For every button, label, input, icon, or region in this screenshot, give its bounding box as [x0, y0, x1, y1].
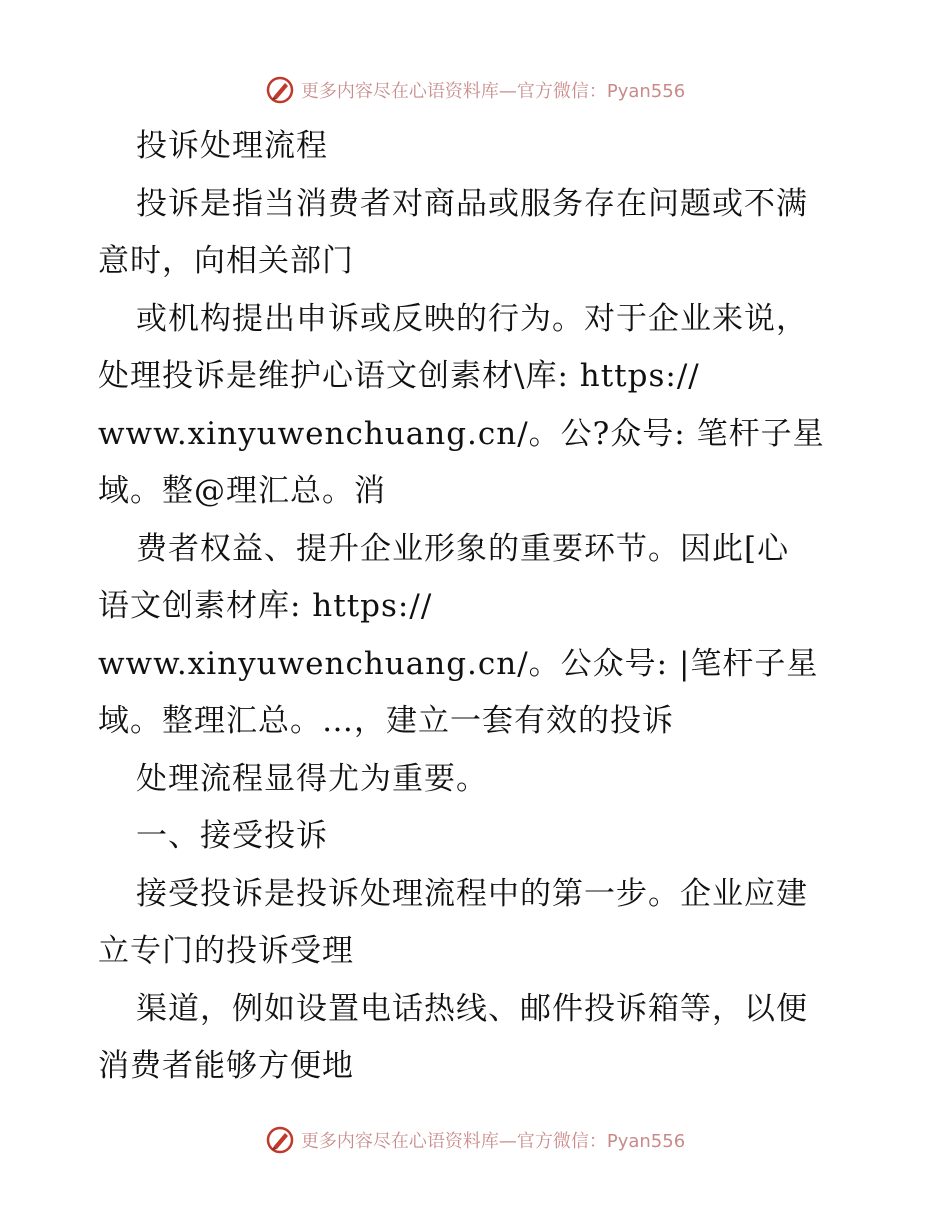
text-line: 语文创素材库: https:// [98, 588, 433, 624]
text-line: 费者权益、提升企业形象的重要环节。因此[心 [136, 530, 790, 567]
text-line: www.xinyuwenchuang.cn/。公?众号: 笔杆子星 [98, 415, 825, 452]
text-line: 消费者能够方便地 [98, 1048, 354, 1084]
text-line: 意时，向相关部门 [98, 243, 354, 279]
text-line: 渠道，例如设置电话热线、邮件投诉箱等，以便 [136, 990, 808, 1027]
text-line: 投诉处理流程 [136, 128, 328, 164]
pen-logo-icon [265, 1125, 295, 1155]
text-line: 或机构提出申诉或反映的行为。对于企业来说， [136, 300, 808, 337]
text-line: 域。整@理汇总。消 [98, 473, 386, 509]
text-line: 投诉是指当消费者对商品或服务存在问题或不满 [136, 185, 808, 222]
text-line: 立专门的投诉受理 [98, 933, 354, 969]
document-body [98, 118, 858, 1096]
text-line: 一、接受投诉 [136, 818, 328, 854]
pen-logo-icon [265, 75, 295, 105]
text-line: 处理投诉是维护心语文创素材\库: https:// [98, 358, 700, 394]
header-banner [0, 70, 950, 110]
text-line: 接受投诉是投诉处理流程中的第一步。企业应建 [136, 875, 808, 912]
text-line: 处理流程显得尤为重要。 [136, 760, 488, 797]
footer-banner-text: 更多内容尽在心语资料库—官方微信：Pyan556 [300, 1131, 686, 1152]
header-banner-text: 更多内容尽在心语资料库—官方微信：Pyan556 [300, 81, 686, 102]
text-line: www.xinyuwenchuang.cn/。公众号: |笔杆子星 [98, 645, 819, 682]
text-line: 域。整理汇总。…，建立一套有效的投诉 [98, 703, 674, 739]
footer-banner [0, 1120, 950, 1160]
